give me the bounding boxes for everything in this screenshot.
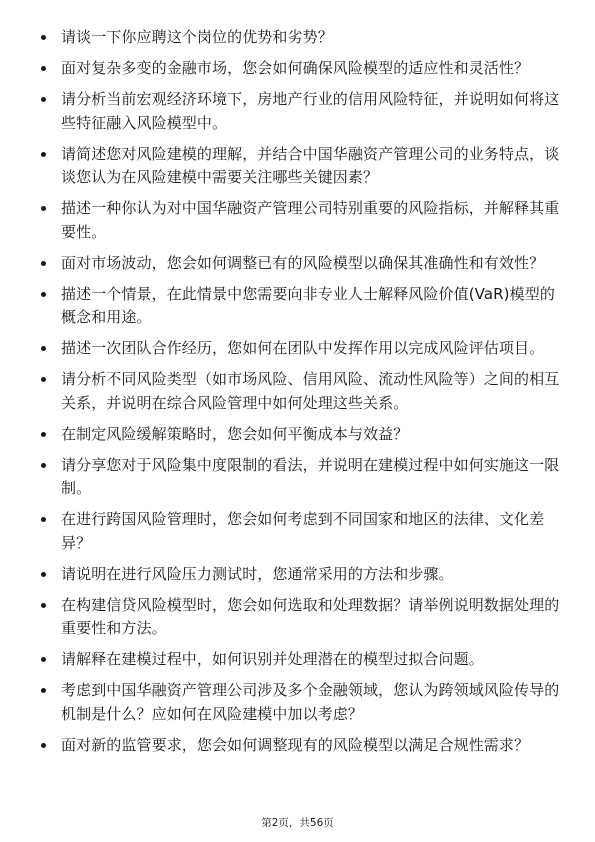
list-item	[41, 26, 561, 50]
bullet-icon	[41, 206, 46, 211]
bullet-icon	[41, 603, 46, 608]
question-text: 请分析不同风险类型（如市场风险、信用风险、流动性风险等）之间的相互关系，并说明在综合风险管理中如何处理这些关系。	[61, 370, 560, 412]
bullet-icon	[41, 97, 46, 102]
question-text: 面对复杂多变的金融市场，您会如何确保风险模型的适应性和灵活性？	[61, 59, 530, 77]
question-text: 请分享您对于风险集中度限制的看法，并说明在建模过程中如何实施这一限制。	[61, 455, 560, 497]
list-item	[41, 88, 561, 135]
page-number: 第2页，共56页	[261, 817, 334, 829]
list-item	[41, 337, 561, 361]
bullet-icon	[41, 152, 46, 157]
question-list	[41, 26, 561, 765]
list-item	[41, 197, 561, 244]
list-item	[41, 252, 561, 276]
list-item	[41, 368, 561, 415]
question-text: 在进行跨国风险管理时，您会如何考虑到不同国家和地区的法律、文化差异？	[61, 510, 545, 552]
list-item	[41, 423, 561, 447]
bullet-icon	[41, 66, 46, 71]
bullet-icon	[41, 377, 46, 382]
list-item	[41, 563, 561, 587]
question-text: 考虑到中国华融资产管理公司涉及多个金融领域，您认为跨领域风险传导的机制是什么？应如何在风险建模中加以考虑？	[61, 681, 560, 723]
list-item	[41, 594, 561, 641]
list-item	[41, 679, 561, 726]
bullet-icon	[41, 432, 46, 437]
question-text: 请说明在进行风险压力测试时，您通常采用的方法和步骤。	[61, 564, 454, 583]
bullet-icon	[41, 517, 46, 522]
list-item	[41, 283, 561, 330]
bullet-icon	[41, 463, 46, 468]
bullet-icon	[41, 657, 46, 662]
list-item	[41, 648, 561, 672]
list-item	[41, 454, 561, 501]
question-text: 请谈一下你应聘这个岗位的优势和劣势？	[61, 28, 333, 46]
question-text: 描述一个情景，在此情景中您需要向非专业人士解释风险价值(VaR)模型的概念和用途。	[61, 284, 555, 326]
question-text: 请分析当前宏观经济环境下，房地产行业的信用风险特征，并说明如何将这些特征融入风险模型中。	[61, 90, 560, 132]
bullet-icon	[41, 688, 46, 693]
bullet-icon	[41, 292, 46, 297]
question-text: 描述一次团队合作经历，您如何在团队中发挥作用以完成风险评估项目。	[61, 339, 545, 357]
bullet-icon	[41, 743, 46, 748]
list-item	[41, 143, 561, 190]
question-text: 请解释在建模过程中，如何识别并处理潜在的模型过拟合问题。	[61, 650, 484, 668]
question-text: 面对市场波动，您会如何调整已有的风险模型以确保其准确性和有效性？	[61, 253, 545, 272]
list-item	[41, 734, 561, 758]
bullet-icon	[41, 572, 46, 577]
list-item	[41, 57, 561, 81]
question-text: 请简述您对风险建模的理解，并结合中国华融资产管理公司的业务特点，谈谈您认为在风险建模中需要关注哪些关键因素？	[61, 144, 560, 186]
list-item	[41, 508, 561, 555]
question-text: 在构建信贷风险模型时，您会如何选取和处理数据？请举例说明数据处理的重要性和方法。	[61, 595, 560, 637]
question-text: 面对新的监管要求，您会如何调整现有的风险模型以满足合规性需求？	[61, 735, 530, 754]
bullet-icon	[41, 35, 46, 40]
question-text: 在制定风险缓解策略时，您会如何平衡成本与效益？	[61, 424, 409, 443]
bullet-icon	[41, 261, 46, 266]
bullet-icon	[41, 346, 46, 351]
question-text: 描述一种你认为对中国华融资产管理公司特别重要的风险指标，并解释其重要性。	[61, 199, 560, 241]
